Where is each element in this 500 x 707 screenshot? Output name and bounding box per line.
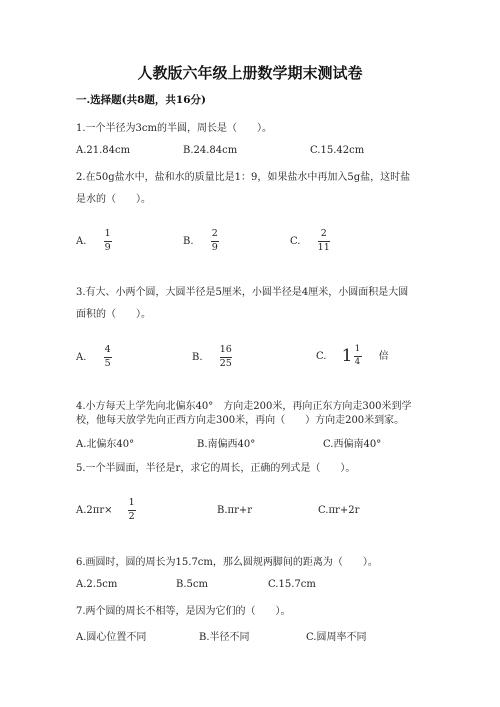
q7-option-c: C.圆周率不同 <box>306 632 367 643</box>
fraction <box>211 229 219 254</box>
numerator: 16 <box>219 344 232 355</box>
q7-option-a: A.圆心位置不同 <box>76 632 147 643</box>
option-prefix: C. <box>316 350 327 362</box>
denominator: 5 <box>104 357 111 369</box>
q4-option-a: A.北偏东40° <box>76 439 135 450</box>
option-prefix: A.2πr× <box>76 504 113 516</box>
q5-option-c: C.πr+2r <box>318 505 360 516</box>
fraction <box>220 345 232 370</box>
q7-option-b: B.半径不同 <box>199 632 250 643</box>
q2-option-b <box>183 229 219 254</box>
question-6-text: 6.画圆时，圆的周长为15.7cm，那么圆规两脚间的距离为（ ）。 <box>76 557 378 568</box>
q6-option-a: A.2.5cm <box>76 579 118 590</box>
question-7-text: 7.两个圆的周长不相等，是因为它们的（ ）。 <box>76 606 291 617</box>
denominator: 2 <box>128 510 135 522</box>
q2-option-a <box>76 229 112 254</box>
q3-option-c <box>316 345 389 368</box>
fraction <box>104 345 112 370</box>
q5-option-a <box>76 498 136 523</box>
q1-option-b: B.24.84cm <box>183 145 238 156</box>
q1-option-a: A.21.84cm <box>76 145 131 156</box>
q5-option-b: B.πr+r <box>217 505 253 516</box>
q6-option-b: B.5cm <box>176 579 208 590</box>
question-5-text: 5.一个半圆面，半径是r，求它的周长，正确的列式是（ ）。 <box>76 463 356 474</box>
numerator: 2 <box>211 228 218 239</box>
option-prefix: B. <box>183 235 194 247</box>
option-prefix: B. <box>192 351 203 363</box>
option-prefix: A. <box>76 351 87 363</box>
mixed-whole: 1 <box>341 346 353 367</box>
q2-option-c <box>290 229 330 254</box>
numerator: 1 <box>354 344 361 354</box>
question-2-text-cont: 是水的（ ）。 <box>76 194 151 205</box>
question-4-text: 4.小方每天上学先向北偏东40° 方向走200米，再向正东方向走300米到学 <box>76 401 412 412</box>
q6-option-c: C.15.7cm <box>268 579 316 590</box>
fraction <box>128 498 136 523</box>
option-prefix: A. <box>76 235 87 247</box>
denominator: 9 <box>104 241 111 253</box>
denominator: 25 <box>219 357 232 369</box>
denominator: 11 <box>317 241 330 253</box>
unit-suffix: 倍 <box>378 350 389 362</box>
q4-option-b: B.南偏西40° <box>197 439 256 450</box>
q3-option-b <box>192 345 232 370</box>
option-prefix: C. <box>290 235 301 247</box>
fraction <box>318 229 330 254</box>
numerator: 1 <box>104 228 111 239</box>
q4-option-c: C.西偏南40° <box>323 439 382 450</box>
denominator: 9 <box>211 241 218 253</box>
page-title: 人教版六年级上册数学期末测试卷 <box>137 64 363 82</box>
numerator: 2 <box>320 228 327 239</box>
question-1-text: 1.一个半径为3cm的半圆，周长是（ ）。 <box>76 123 272 134</box>
section-header: 一.选择题(共8题，共16分) <box>76 94 207 106</box>
q3-option-a <box>76 345 112 370</box>
denominator: 4 <box>354 356 361 367</box>
fraction <box>104 229 112 254</box>
fraction <box>354 345 362 368</box>
question-3-text-cont: 面积的（ ）。 <box>76 309 151 320</box>
numerator: 1 <box>128 497 135 508</box>
numerator: 4 <box>104 344 111 355</box>
question-4-text-cont: 校，他每天放学先向正西方向走300米，再向（ ）方向走200米到家。 <box>76 415 405 426</box>
question-2-text: 2.在50g盐水中，盐和水的质量比是1：9，如果盐水中再加入5g盐，这时盐 <box>76 172 411 183</box>
question-3-text: 3.有大、小两个圆，大圆半径是5厘米，小圆半径是4厘米，小圆面积是大圆 <box>76 287 409 298</box>
q1-option-c: C.15.42cm <box>310 145 365 156</box>
